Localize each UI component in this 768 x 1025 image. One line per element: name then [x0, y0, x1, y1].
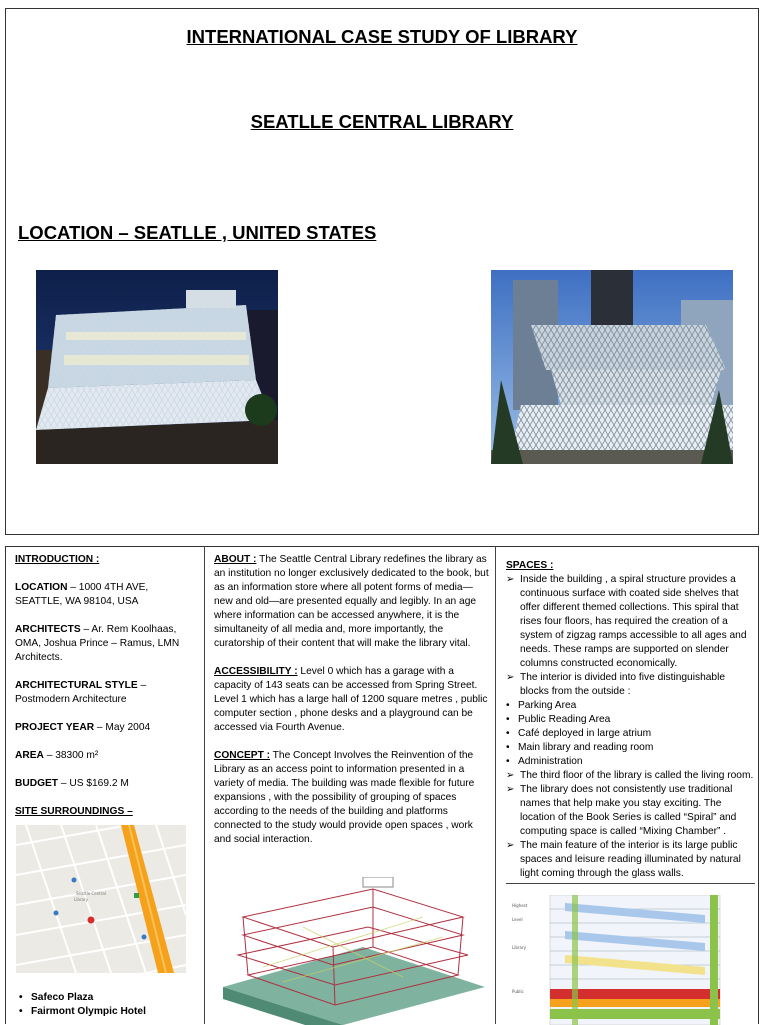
list-item: • Public Reading Area [506, 713, 755, 727]
location-heading: LOCATION – SEATLLE , UNITED STATES [18, 222, 377, 243]
library-day-photo [491, 270, 733, 464]
list-item: ➢ Inside the building , a spiral structure provides a continuous surface with coated side shelves that offer different themed collections. This spiral that rises four floors, has required the creation of a system of zigzag ramps accessible to all ages and needs. These ramps are supported on slender columns constructed economically. [506, 573, 755, 671]
library-name: SEATLLE CENTRAL LIBRARY [250, 111, 514, 132]
style-row: ARCHITECTURAL STYLE – Postmodern Architecture [15, 680, 147, 705]
spaces-column [496, 547, 760, 1024]
svg-text:Library: Library [512, 945, 526, 950]
svg-text:Public: Public [512, 989, 524, 994]
architects-row: ARCHITECTS – Ar. Rem Koolhaas, OMA, Joshua Prince – Ramus, LMN Architects. [15, 624, 180, 663]
svg-text:Library: Library [74, 897, 88, 902]
list-item: • Safeco Plaza [19, 991, 198, 1005]
year-row: PROJECT YEAR – May 2004 [15, 722, 151, 733]
list-item: ➢ The interior is divided into five distinguishable blocks from the outside : [506, 671, 755, 699]
details-slide [5, 546, 759, 1024]
spaces-list [506, 573, 755, 699]
list-item: • Café deployed in large atrium [506, 727, 755, 741]
library-night-photo [36, 270, 278, 464]
budget-row: BUDGET – US $169.2 M [15, 778, 129, 789]
site-surroundings-heading: SITE SURROUNDINGS – [15, 806, 133, 817]
divider [506, 883, 755, 884]
list-item: ➢ The third floor of the library is called the living room. [506, 769, 755, 783]
site-map [16, 825, 186, 973]
spaces-heading: SPACES : [506, 560, 554, 571]
building-model-diagram [223, 877, 485, 1025]
svg-text:Seattle Central: Seattle Central [76, 891, 106, 896]
blocks-list [506, 699, 755, 769]
about-column [205, 547, 496, 1024]
location-row: LOCATION – 1000 4TH AVE, SEATTLE, WA 98104, USA [15, 582, 149, 607]
section-diagram [510, 895, 736, 1025]
list-item: • Fairmont Olympic Hotel [19, 1005, 198, 1019]
introduction-heading: INTRODUCTION : [15, 554, 100, 565]
accessibility-level1: Level 1 which has a large hall of 1200 square metres , public computer section , phone desks and a playground can be accessed via Fourth Avenue. [214, 694, 488, 733]
list-item: ➢ The main feature of the interior is its large public spaces and leisure reading illuminated by natural light coming through the glass walls. [506, 839, 755, 881]
accessibility-paragraph: ACCESSIBILITY : Level 0 which has a garage with a capacity of 143 seats can be accessed from Spring Street. [214, 666, 478, 691]
title-slide [5, 8, 759, 535]
list-item: • Parking Area [506, 699, 755, 713]
page-title: INTERNATIONAL CASE STUDY OF LIBRARY [186, 26, 578, 47]
spaces-list-continued [506, 769, 755, 881]
about-paragraph: ABOUT : The Seattle Central Library redefines the library as an institution no longer exclusively dedicated to the book, but as an information store where all potent forms of media—new and old—are presented equally and legibly. In an age where information can be accessed anywhere, it is the simultaneity of all media and, more importantly, the curatorship of their content that will make the library vital. [214, 554, 489, 649]
area-row: AREA – 38300 m² [15, 750, 99, 761]
concept-paragraph: CONCEPT : The Concept Involves the Reinvention of the Library as an access point to information presented in a variety of media. The building was made flexible for future expansions , with the possibility of grouping of spaces according to the needs of the building and platforms connected to the study would provide open spaces , work and social interaction. [214, 750, 475, 845]
list-item: • Administration [506, 755, 755, 769]
svg-text:Highest: Highest [512, 903, 528, 908]
introduction-column [6, 547, 205, 1024]
surroundings-list [15, 991, 198, 1019]
list-item: • Main library and reading room [506, 741, 755, 755]
list-item: ➢ The library does not consistently use traditional names that help make you stay exciting. The location of the Book Series is called “Spiral” and computing space is called “Mixing Chamber” . [506, 783, 755, 839]
svg-text:Level: Level [512, 917, 523, 922]
